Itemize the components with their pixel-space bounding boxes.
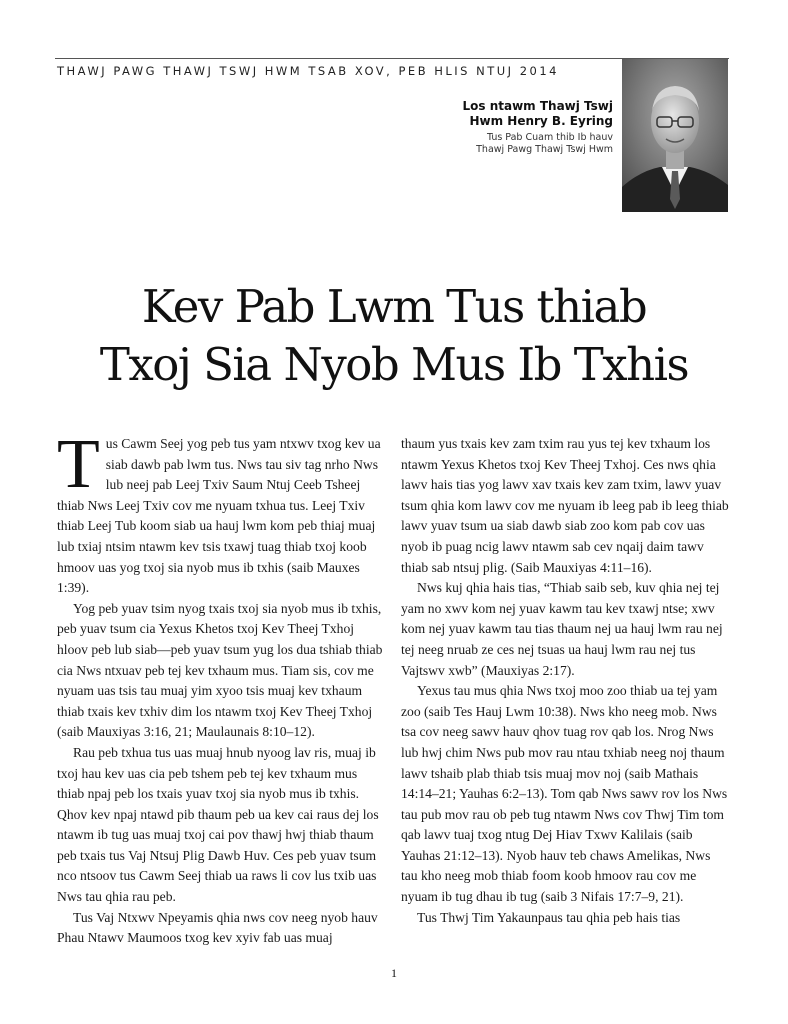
author-portrait [622,59,728,212]
paragraph: Yog peb yuav tsim nyog txais txoj sia nyob mus ib txhis, peb yuav tsum cia Yexus Khetos txoj Kev Theej Txhoj hloov peb lub siab—peb yuav tsum yug los dua tshiab thiab cia Nws ntxuav peb tej kev txhaum mus. Tiam sis, cov me nyuam uas tsis tau muaj yim xyoo tsis muaj kev txhaum thiab txais kev txhiv dim los ntawm txoj Kev Theej Txhoj (saib Mauxiyas 3:16, 21; Maulaunais 8:10–12). [57,600,383,740]
paragraph: Tus Thwj Tim Yakaunpaus tau qhia peb hais tias [417,909,681,925]
paragraph: Tus Vaj Ntxwv Npeyamis qhia nws cov neeg nyob hauv Phau Ntawv Maumoos txog kev xyiv fab uas muaj [57,909,378,946]
author-name: Hwm Henry B. Eyring [469,114,613,128]
author-block [283,99,613,156]
paragraph-text: us Cawm Seej yog peb tus yam ntxwv txog kev ua siab dawb pab lwm tus. Nws tau siv tag nrho Nws lub neej pab Leej Txiv Saum Ntuj Ceeb Tsheej thiab Nws Leej Txiv cov me nyuam txhua tus. Leej Txiv thiab Leej Tub koom siab ua hauj lwm kom peb thiaj muaj lub txiaj ntsim ntawm kev tsis txawj tuag thiab txoj koob hmoov uas yog txoj sia nyob mus ib txhis (saib Mauxes 1:39). [57,436,381,596]
author-role-line2: Thawj Pawg Thawj Tswj Hwm [476,144,613,155]
author-intro: Los ntawm Thawj Tswj [462,99,613,113]
paragraph: thaum yus txais kev zam txim rau yus tej kev txhaum los ntawm Yexus Khetos txoj Kev Theej Txhoj. Ces nws qhia lawv hais tias yog lawv xav txais kev zam txim, lawv yuav tsum qhia kom lawv cov me nyuam ib leeg pab ib leeg thiab lawv yuav tsum ua siab dawb siab zoo kom pab cov uas nyob ib puag ncig lawv ntawm sab cev nqaij daim tawv thiab sab ntsuj plig. (Saib Mauxiyas 4:11–16). [401,436,729,575]
paragraph: Yexus tau mus qhia Nws txoj moo zoo thiab ua tej yam zoo (saib Tes Hauj Lwm 10:38). Nws kho neeg mob. Nws tsa cov neeg sawv hauv qhov tuag rov qab los. Nrog Nws lub hwj chim Nws pub mov rau ntau txhiab neeg noj thaum lawv tshaib plab thiab tsis muaj mov noj (saib Mathais 14:14–21; Yauhas 6:2–13). Tom qab Nws sawv rov los Nws tau pub mov rau ob peb tug ntawm Nws cov Thwj Tim tom qab lawv tuaj txog ntug Dej Hiav Txwv Kalilais (saib Yauhas 21:12–13). Nyob hauv teb chaws Amelikas, Nws tau kho neeg mob thiab foom koob hmoov rau cov me nyuam ib tug dhau ib tug (saib 3 Nifais 17:7–9, 21). [401,683,728,905]
issue-kicker: THAWJ PAWG THAWJ TSWJ HWM TSAB XOV, PEB HLIS NTUJ 2014 [57,64,559,78]
article-title [0,278,788,394]
right-column [401,434,729,928]
page-number: 1 [391,966,397,980]
paragraph: Nws kuj qhia hais tias, “Thiab saib seb, kuv qhia nej tej yam no xwv kom nej yuav kawm tau kev txawj ntse; xwv kom nej yuav kawm tau tias thaum nej ua hauj lwm rau nej tej neeg nruab ze ces nej tsuas ua hauj lwm rau nej tus Vajtswv xwb” (Mauxiyas 2:17). [401,580,723,678]
left-column [57,426,385,949]
title-line-1: Kev Pab Lwm Tus thiab [141,280,647,333]
author-role-line1: Tus Pab Cuam thib Ib hauv [486,132,613,143]
paragraph: Rau peb txhua tus uas muaj hnub nyoog lav ris, muaj ib txoj hau kev uas cia peb tshem peb tej kev txhaum mus thiab npaj peb los txais yuav txoj sia nyob mus ib txhis. Qhov kev npaj ntawd pib thaum peb ua kev cai raus dej los ntawm ib tug uas muaj txoj cai pov thawj hwj thiab thaum peb txais tus Vaj Ntsuj Plig Dawb Huv. Ces peb yuav tsum nco ntsoov tus Cawm Seej thiab ua raws li cov lus txib uas Nws tau qhia rau peb. [57,744,379,905]
title-line-2: Txoj Sia Nyob Mus Ib Txhis [99,338,689,391]
paragraph [57,426,385,599]
drop-cap: T [57,426,100,503]
